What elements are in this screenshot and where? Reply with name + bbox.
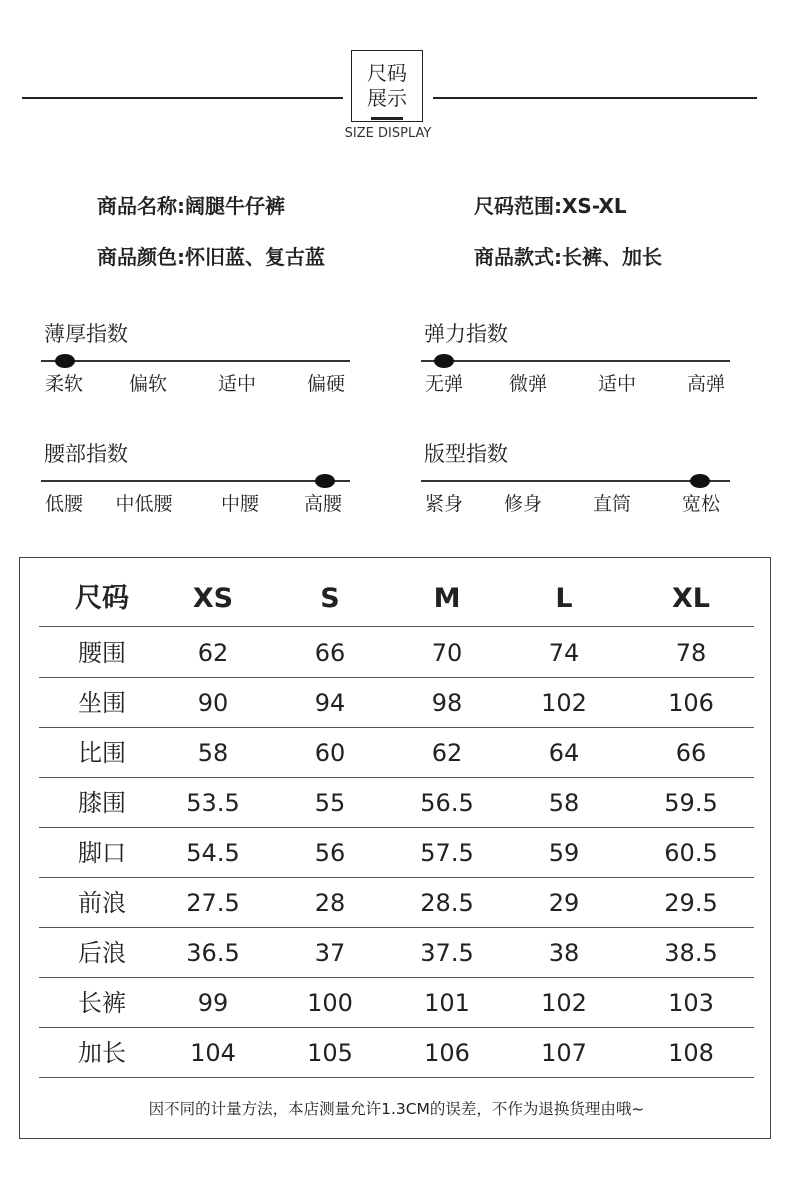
- page-subtitle: SIZE DISPLAY: [344, 126, 432, 141]
- table-divider: [39, 626, 754, 627]
- table-cell: 36.5: [186, 939, 240, 967]
- table-cell: 105: [307, 1039, 353, 1067]
- index-scale-label: 直筒: [592, 493, 632, 515]
- table-row: [39, 678, 754, 728]
- table-cell: 27.5: [186, 889, 240, 917]
- index-scale-label: 低腰: [44, 493, 84, 515]
- index-scale-label: 适中: [217, 373, 257, 395]
- index-scale-label: 中腰: [220, 493, 260, 515]
- table-cell: 106: [424, 1039, 470, 1067]
- table-cell: 58: [197, 739, 229, 767]
- table-cell: 62: [431, 739, 463, 767]
- row-label-cell: 脚口: [78, 839, 126, 867]
- product-name: 商品名称:阔腿牛仔裤: [97, 194, 285, 218]
- header-cell: M: [433, 583, 461, 614]
- table-cell: 103: [668, 989, 714, 1017]
- table-row: [39, 628, 754, 678]
- page-title-box: [351, 50, 423, 122]
- table-cell: 74: [548, 639, 580, 667]
- index-title: 版型指数: [424, 442, 508, 466]
- index-title: 弹力指数: [424, 322, 508, 346]
- row-label-cell: 膝围: [78, 789, 126, 817]
- table-cell: 107: [541, 1039, 587, 1067]
- table-cell: 29.5: [664, 889, 718, 917]
- table-cell: 28.5: [420, 889, 474, 917]
- table-cell: 99: [197, 989, 229, 1017]
- product-color: 商品颜色:怀旧蓝、复古蓝: [97, 245, 325, 269]
- index-scale-label: 偏硬: [306, 373, 346, 395]
- header-cell: XL: [671, 583, 711, 614]
- table-cell: 90: [197, 689, 229, 717]
- table-cell: 98: [431, 689, 463, 717]
- table-cell: 59.5: [664, 789, 718, 817]
- index-scale-label: 偏软: [128, 373, 168, 395]
- header-cell: L: [555, 583, 573, 614]
- table-row: [39, 778, 754, 828]
- table-cell: 60: [314, 739, 346, 767]
- index-marker-dot: [55, 354, 75, 368]
- table-row: [39, 728, 754, 778]
- index-scale-label: 高弹: [686, 373, 726, 395]
- table-cell: 100: [307, 989, 353, 1017]
- table-divider: [39, 1077, 754, 1078]
- table-cell: 56.5: [420, 789, 474, 817]
- size-table-header: [39, 574, 754, 624]
- index-scale-label: 修身: [503, 493, 543, 515]
- table-cell: 64: [548, 739, 580, 767]
- index-scale-line: [421, 360, 730, 362]
- table-cell: 28: [314, 889, 346, 917]
- table-row: [39, 828, 754, 878]
- product-size-range: 尺码范围:XS-XL: [474, 194, 627, 218]
- product-style: 商品款式:长裤、加长: [474, 245, 662, 269]
- table-row: [39, 1028, 754, 1078]
- index-scale-label: 柔软: [44, 373, 84, 395]
- header-rule-right: [433, 97, 757, 99]
- index-scale-label: 适中: [597, 373, 637, 395]
- header-cell: S: [320, 583, 340, 614]
- index-scale-line: [41, 360, 350, 362]
- table-cell: 56: [314, 839, 346, 867]
- table-cell: 78: [675, 639, 707, 667]
- index-scale-label: 中低腰: [115, 493, 173, 515]
- table-cell: 70: [431, 639, 463, 667]
- table-cell: 38.5: [664, 939, 718, 967]
- index-scale-line: [421, 480, 730, 482]
- index-scale-label: 紧身: [424, 493, 464, 515]
- table-cell: 59: [548, 839, 580, 867]
- index-scale-label: 微弹: [508, 373, 548, 395]
- table-cell: 62: [197, 639, 229, 667]
- table-cell: 66: [314, 639, 346, 667]
- index-marker-dot: [315, 474, 335, 488]
- table-cell: 101: [424, 989, 470, 1017]
- row-label-cell: 腰围: [78, 639, 126, 667]
- title-accent-bar: [371, 117, 403, 120]
- table-row: [39, 978, 754, 1028]
- table-cell: 58: [548, 789, 580, 817]
- table-cell: 102: [541, 989, 587, 1017]
- table-cell: 60.5: [664, 839, 718, 867]
- table-cell: 106: [668, 689, 714, 717]
- table-cell: 94: [314, 689, 346, 717]
- row-label-cell: 前浪: [78, 889, 126, 917]
- table-cell: 54.5: [186, 839, 240, 867]
- index-marker-dot: [434, 354, 454, 368]
- table-cell: 37.5: [420, 939, 474, 967]
- table-cell: 53.5: [186, 789, 240, 817]
- row-label-cell: 长裤: [78, 989, 126, 1017]
- header-rule-left: [22, 97, 343, 99]
- row-label-cell: 比围: [78, 739, 126, 767]
- index-title: 腰部指数: [44, 442, 128, 466]
- table-cell: 29: [548, 889, 580, 917]
- table-cell: 37: [314, 939, 346, 967]
- index-scale-label: 宽松: [681, 493, 721, 515]
- index-scale-label: 高腰: [303, 493, 343, 515]
- index-scale-label: 无弹: [424, 373, 464, 395]
- table-row: [39, 878, 754, 928]
- table-cell: 104: [190, 1039, 236, 1067]
- header-cell-size: 尺码: [75, 583, 129, 614]
- row-label-cell: 加长: [78, 1039, 126, 1067]
- table-cell: 66: [675, 739, 707, 767]
- page-title-line2: 展示: [367, 86, 407, 110]
- index-scale-line: [41, 480, 350, 482]
- measurement-footnote: 因不同的计量方法，本店测量允许1.3CM的误差，不作为退换货理由哦~: [148, 1100, 645, 1118]
- table-cell: 57.5: [420, 839, 474, 867]
- table-row: [39, 928, 754, 978]
- table-cell: 102: [541, 689, 587, 717]
- table-cell: 55: [314, 789, 346, 817]
- table-cell: 38: [548, 939, 580, 967]
- row-label-cell: 坐围: [78, 689, 126, 717]
- row-label-cell: 后浪: [78, 939, 126, 967]
- page-title-line1: 尺码: [367, 61, 407, 85]
- table-cell: 108: [668, 1039, 714, 1067]
- index-marker-dot: [690, 474, 710, 488]
- header-cell: XS: [192, 583, 234, 614]
- index-title: 薄厚指数: [44, 322, 128, 346]
